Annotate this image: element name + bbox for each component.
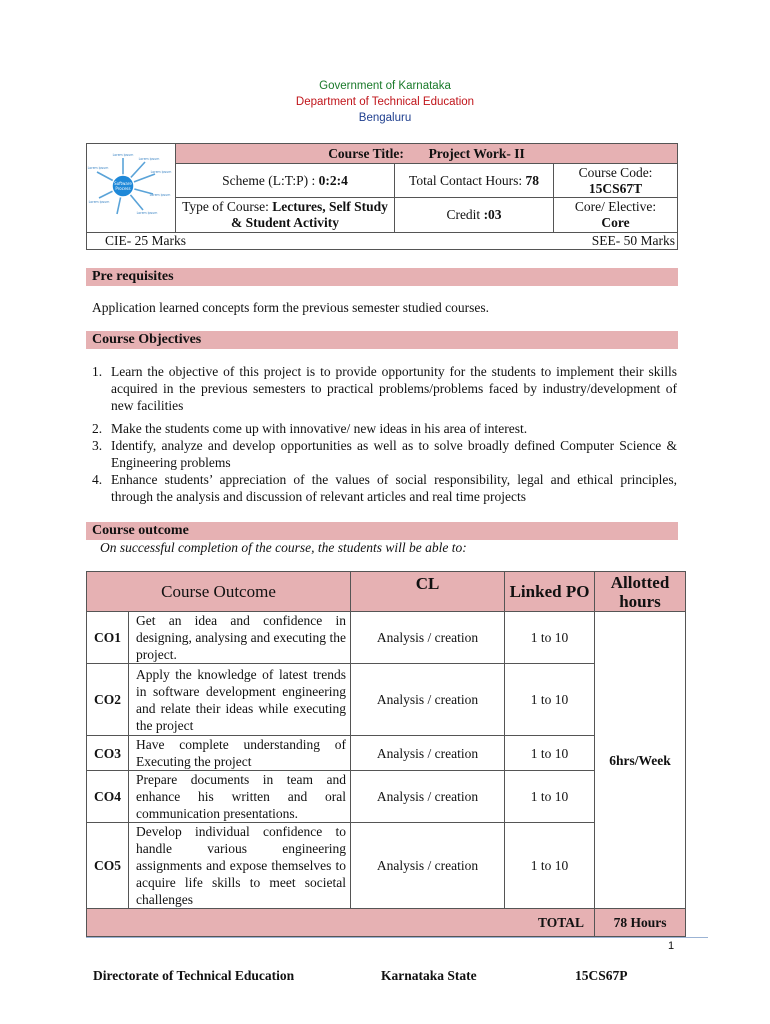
scheme-label: Scheme (L:T:P) : (222, 172, 319, 188)
course-code-label: Course Code: (578, 164, 653, 180)
svg-text:Process: Process (115, 186, 131, 191)
header-city: Bengaluru (358, 112, 412, 124)
course-code-cell (554, 164, 678, 198)
co-linked-po: 1 to 10 (505, 736, 595, 771)
total-value: 78 Hours (595, 909, 686, 937)
total-label: TOTAL (87, 909, 595, 937)
contact-hours-cell (395, 164, 554, 198)
objective-number: 4. (92, 472, 103, 487)
course-type-label: Type of Course: (182, 199, 273, 214)
footer-directorate: Directorate of Technical Education (93, 968, 295, 983)
co-id: CO3 (87, 736, 129, 771)
header-allotted-hours: Allotted hours (595, 572, 686, 612)
objective-item (92, 420, 677, 437)
co-id: CO2 (87, 664, 129, 736)
credit-cell (395, 198, 554, 233)
co-description: Apply the knowledge of latest trends in software development engineering and relate their ideas while executing the project (129, 664, 351, 736)
contact-hours-value: 78 (525, 172, 539, 188)
core-elective-cell (554, 198, 678, 233)
co-description: Prepare documents in team and enhance his written and oral communication presentations. (129, 771, 351, 823)
co-cognitive-level: Analysis / creation (351, 823, 505, 909)
course-outcome-subtitle: On successful completion of the course, the students will be able to: (100, 540, 467, 555)
co-cognitive-level: Analysis / creation (351, 664, 505, 736)
course-code-value: 15CS67T (588, 180, 643, 196)
co-description: Get an idea and confidence in designing, analysing and executing the project. (129, 612, 351, 664)
page-number: 1 (668, 940, 675, 952)
co-linked-po: 1 to 10 (505, 771, 595, 823)
svg-text:Lorem ipsum: Lorem ipsum (138, 157, 160, 161)
objective-text: Enhance students’ appreciation of the values of social responsibility, legal and ethical principles, through the analysis and discussion of relevant articles and real time projects (111, 472, 677, 504)
objective-number: 1. (92, 364, 103, 379)
objective-item (92, 437, 677, 471)
core-elective-label: Core/ Elective: (574, 199, 657, 214)
objectives-list (92, 363, 677, 505)
header-government: Government of Karnataka (319, 80, 451, 92)
svg-text:Lorem ipsum: Lorem ipsum (112, 153, 134, 157)
course-title-cell (176, 144, 678, 164)
svg-text:Software: Software (114, 181, 132, 186)
total-row (87, 909, 686, 937)
marks-row (87, 233, 678, 250)
credit-value: :03 (483, 207, 502, 222)
svg-text:Lorem ipsum: Lorem ipsum (87, 166, 109, 170)
scheme-cell (176, 164, 395, 198)
header-course-outcome: Course Outcome (87, 572, 351, 612)
allotted-hours-value: 6hrs/Week (595, 612, 686, 909)
cie-marks: CIE- 25 Marks (105, 233, 186, 248)
course-info-table (86, 143, 678, 250)
co-linked-po: 1 to 10 (505, 823, 595, 909)
objective-text: Learn the objective of this project is to provide opportunity for the students to implement their skills acquired in the previous semesters to practical problems/problems faced by industry/development of new facilities (111, 364, 677, 413)
co-description: Develop individual confidence to handle various engineering assignments and expose themselves to acquire life skills to meet societal challenges (129, 823, 351, 909)
course-type-value: Lectures, Self Study & Student Activity (231, 199, 388, 230)
header-department: Department of Technical Education (295, 96, 475, 108)
co-cognitive-level: Analysis / creation (351, 736, 505, 771)
prerequisites-text: Application learned concepts form the previous semester studied courses. (92, 300, 490, 315)
co-id: CO5 (87, 823, 129, 909)
objective-text: Make the students come up with innovative/ new ideas in his area of interest. (111, 421, 528, 436)
svg-text:Lorem ipsum: Lorem ipsum (136, 211, 158, 215)
svg-text:Lorem ipsum: Lorem ipsum (149, 193, 171, 197)
see-marks: SEE- 50 Marks (591, 233, 675, 248)
course-title-value: Project Work- II (428, 145, 525, 161)
co-id: CO1 (87, 612, 129, 664)
objective-number: 2. (92, 421, 103, 436)
objective-number: 3. (92, 438, 103, 453)
footer-state: Karnataka State (381, 968, 477, 983)
scheme-value: 0:2:4 (318, 172, 348, 188)
software-process-logo (87, 146, 175, 226)
prerequisites-heading: Pre requisites (86, 268, 678, 286)
co-cognitive-level: Analysis / creation (351, 612, 505, 664)
course-type-cell (176, 198, 395, 233)
logo-cell (87, 144, 176, 233)
objective-item (92, 471, 677, 505)
objectives-heading: Course Objectives (86, 331, 678, 349)
co-linked-po: 1 to 10 (505, 612, 595, 664)
svg-text:Lorem ipsum: Lorem ipsum (150, 170, 172, 174)
table-row (87, 612, 686, 664)
objective-text: Identify, analyze and develop opportunities as well as to solve broadly defined Computer Science & Engineering problems (111, 438, 677, 470)
course-outcome-table (86, 571, 686, 937)
objective-item (92, 363, 677, 414)
co-cognitive-level: Analysis / creation (351, 771, 505, 823)
footer-course-code: 15CS67P (575, 968, 628, 983)
credit-label: Credit (446, 207, 484, 222)
header-linked-po: Linked PO (505, 572, 595, 612)
co-linked-po: 1 to 10 (505, 664, 595, 736)
co-id: CO4 (87, 771, 129, 823)
core-elective-value: Core (601, 215, 630, 230)
svg-text:Lorem ipsum: Lorem ipsum (88, 200, 110, 204)
co-description: Have complete understanding of Executing the project (129, 736, 351, 771)
course-outcome-heading: Course outcome (86, 522, 678, 540)
contact-hours-label: Total Contact Hours: (409, 172, 526, 188)
course-title-label: Course Title: (328, 145, 404, 161)
footer-divider (86, 937, 708, 938)
header-cl: CL (351, 572, 505, 612)
